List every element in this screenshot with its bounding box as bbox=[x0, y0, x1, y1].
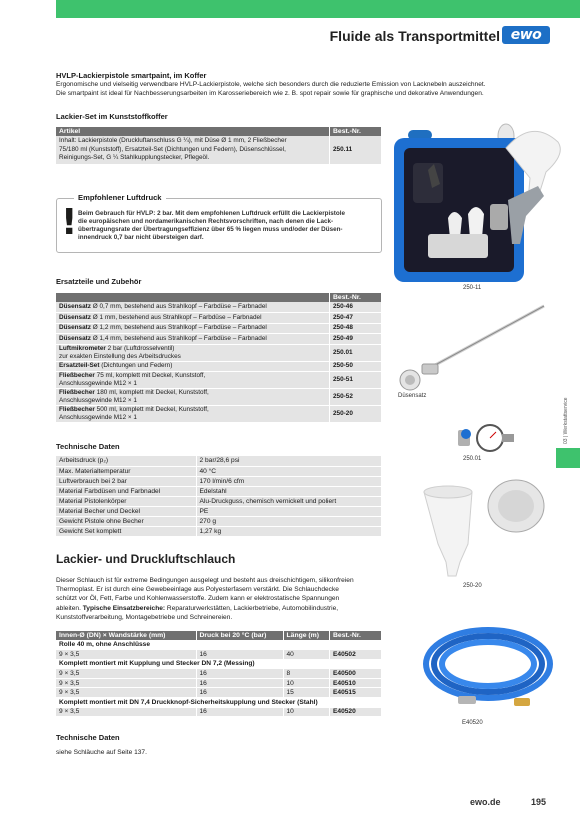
spare-name: Fließbecher bbox=[59, 389, 95, 396]
tech-value: 270 g bbox=[196, 516, 382, 526]
spare-desc: Ø 1 mm, bestehend aus Strahlkopf – Farbdüse – Farbnadel bbox=[92, 313, 262, 321]
tech-value: Alu-Druckguss, chemisch vernickelt und poliert bbox=[196, 496, 382, 506]
spare-name: Düsensatz bbox=[59, 303, 91, 310]
spare-table bbox=[56, 293, 382, 423]
exclamation-icon: ! bbox=[61, 202, 78, 243]
table-row bbox=[56, 323, 382, 334]
table-row bbox=[56, 313, 382, 324]
col-blank bbox=[56, 293, 330, 302]
spare-code: 250-49 bbox=[330, 334, 382, 345]
tech-heading: Technische Daten bbox=[56, 442, 120, 451]
hose-pressure: 16 bbox=[196, 678, 283, 688]
tech-value: 1,27 kg bbox=[196, 526, 382, 536]
set-contents bbox=[56, 136, 330, 164]
recommend-line: die europäischen und nordamerikanischen Rechtsvorschriften, nach denen die Lack- bbox=[78, 218, 334, 226]
set-code: 250.11 bbox=[330, 136, 382, 164]
table-row bbox=[56, 650, 382, 660]
hose-dim: 9 × 3,5 bbox=[56, 669, 196, 679]
nozzle-set-image bbox=[396, 300, 546, 395]
col-article: Artikel bbox=[56, 127, 330, 136]
hose-description bbox=[56, 576, 396, 622]
table-row bbox=[56, 372, 382, 389]
case-image bbox=[388, 108, 568, 282]
spare-code: 250.01 bbox=[330, 344, 382, 361]
spare-item bbox=[56, 323, 330, 334]
hose-length: 8 bbox=[283, 669, 329, 679]
micrometer-image bbox=[456, 418, 516, 458]
tech-label: Luftverbrauch bei 2 bar bbox=[56, 476, 196, 486]
table-row bbox=[56, 136, 382, 164]
set-heading: Lackier-Set im Kunststoffkoffer bbox=[56, 112, 168, 121]
caption-hose: E40520 bbox=[462, 720, 483, 726]
hose-length: 40 bbox=[283, 650, 329, 660]
col-order-number: Best.-Nr. bbox=[330, 127, 382, 136]
hose-desc-text: Reparaturwerkstätten, Lackierbetriebe, Automobilindustrie, bbox=[165, 604, 339, 612]
hose-image bbox=[418, 618, 558, 718]
table-group-row bbox=[56, 698, 382, 708]
spare-name: Ersatzteil-Set bbox=[59, 362, 100, 370]
hose-desc-line: Dieser Schlauch ist für extreme Bedingungen ausgelegt und besteht aus dreischichtigem, silikonfreien bbox=[56, 577, 354, 584]
table-row bbox=[56, 669, 382, 679]
product-intro bbox=[56, 80, 556, 98]
hose-group-label: Komplett montiert mit Kupplung und Stecker DN 7,2 (Messing) bbox=[56, 659, 382, 669]
spare-item bbox=[56, 302, 330, 313]
tech-label: Material Farbdüsen und Farbnadel bbox=[56, 486, 196, 496]
intro-line-1: Ergonomische und vielseitig verwendbare HVLP-Lackierpistole, welche sich besonders durch die reduzierte Emission von Lacknebeln auszeichnet. bbox=[56, 81, 486, 88]
spare-desc: (Dichtungen und Federn) bbox=[101, 362, 173, 370]
spare-code: 250-50 bbox=[330, 361, 382, 372]
spare-desc: Anschlussgewinde M12 × 1 bbox=[59, 380, 137, 387]
table-row bbox=[56, 516, 382, 526]
col-pressure: Druck bei 20 °C (bar) bbox=[196, 631, 283, 640]
hose-pressure: 16 bbox=[196, 650, 283, 660]
col-dimension: Innen-Ø (DN) × Wandstärke (mm) bbox=[56, 631, 196, 640]
tech2-text: siehe Schläuche auf Seite 137. bbox=[56, 749, 147, 756]
table-row bbox=[56, 476, 382, 486]
spare-code: 250-48 bbox=[330, 323, 382, 334]
caption-nozzle: Düsensatz bbox=[398, 393, 427, 399]
set-contents-line: 75/180 ml (Kunststoff), Ersatzteil-Set (Dichtungen und Federn), Düsenschlüssel, bbox=[59, 145, 286, 153]
set-table bbox=[56, 127, 382, 165]
spare-desc: 500 ml, komplett mit Deckel, Kunststoff, bbox=[96, 406, 209, 413]
spare-desc: zur exakten Einstellung des Arbeitsdruckes bbox=[59, 352, 181, 360]
set-table-header bbox=[56, 127, 382, 136]
spare-code: 250-20 bbox=[330, 406, 382, 423]
spare-item bbox=[56, 334, 330, 345]
set-contents-line: Inhalt: Lackierpistole (Druckluftanschluss G ¼), mit Düse Ø 1 mm, 2 Fließbecher bbox=[59, 137, 287, 144]
table-row bbox=[56, 707, 382, 717]
table-row bbox=[56, 678, 382, 688]
table-row bbox=[56, 361, 382, 372]
hose-code: E40520 bbox=[330, 707, 382, 717]
hose-table bbox=[56, 631, 382, 717]
hose-code: E40510 bbox=[330, 678, 382, 688]
tech-label: Gewicht Pistole ohne Becher bbox=[56, 516, 196, 526]
hose-group-label: Rolle 40 m, ohne Anschlüsse bbox=[56, 640, 382, 650]
recommend-line: übertragungsrate der Übertragungseffizienz über 65 % liegen muss und/oder der Düsen- bbox=[78, 226, 343, 234]
top-accent-bar bbox=[56, 0, 580, 18]
footer-url: ewo.de bbox=[470, 797, 501, 807]
spare-item bbox=[56, 361, 330, 372]
spare-item bbox=[56, 372, 330, 389]
spare-desc: 75 ml, komplett mit Deckel, Kunststoff, bbox=[96, 372, 206, 379]
table-row bbox=[56, 344, 382, 361]
spare-desc: Ø 1,2 mm, bestehend aus Strahlkopf – Farbdüse – Farbnadel bbox=[92, 324, 267, 332]
side-section-tab bbox=[556, 448, 580, 468]
spare-item bbox=[56, 406, 330, 423]
table-row bbox=[56, 526, 382, 536]
hose-pressure: 16 bbox=[196, 669, 283, 679]
hose-desc-line: Kunststoffverarbeitung, Montagebetriebe und Schreinereien. bbox=[56, 613, 233, 621]
tech2-heading: Technische Daten bbox=[56, 733, 120, 742]
page-title: Fluide als Transportmittel bbox=[329, 28, 500, 44]
spare-table-header bbox=[56, 293, 382, 302]
tech-value: 2 bar/28,6 psi bbox=[196, 456, 382, 466]
hose-desc-bold: Typische Einsatzbereiche: bbox=[82, 604, 166, 612]
spare-name: Düsensatz bbox=[59, 324, 91, 332]
spare-desc: 180 ml, komplett mit Deckel, Kunststoff, bbox=[96, 389, 209, 396]
col-order-number: Best.-Nr. bbox=[330, 293, 382, 302]
hose-dim: 9 × 3,5 bbox=[56, 678, 196, 688]
spare-item bbox=[56, 313, 330, 324]
spare-code: 250-51 bbox=[330, 372, 382, 389]
tech-value: 40 °C bbox=[196, 466, 382, 476]
tech-label: Material Becher und Deckel bbox=[56, 506, 196, 516]
spare-item bbox=[56, 389, 330, 406]
hose-length: 10 bbox=[283, 707, 329, 717]
spare-code: 250-46 bbox=[330, 302, 382, 313]
tech-value: 170 l/min/6 cfm bbox=[196, 476, 382, 486]
hose-length: 15 bbox=[283, 688, 329, 698]
cup-image bbox=[418, 468, 548, 580]
table-row bbox=[56, 466, 382, 476]
hose-desc-line: schützt vor Öl, Fett, Farbe und Kohlenwasserstoffe. Zudem kann er elektrostatische Spannungen bbox=[56, 595, 340, 603]
tech-label: Gewicht Set komplett bbox=[56, 526, 196, 536]
table-row bbox=[56, 688, 382, 698]
hose-dim: 9 × 3,5 bbox=[56, 707, 196, 717]
tech-value: PE bbox=[196, 506, 382, 516]
spare-desc: Anschlussgewinde M12 × 1 bbox=[59, 414, 137, 421]
spare-desc: 2 bar (Luftdrosselventil) bbox=[107, 344, 175, 352]
table-group-row bbox=[56, 640, 382, 650]
table-group-row bbox=[56, 659, 382, 669]
spare-name: Düsensatz bbox=[59, 313, 91, 321]
hose-code: E40515 bbox=[330, 688, 382, 698]
table-row bbox=[56, 389, 382, 406]
ewo-logo: ewo bbox=[502, 26, 550, 44]
intro-line-2: Die smartpaint ist ideal für Nachbesserungsarbeiten im Karosseriebereich wie z. B. spot repair sowie für graphische und dekorative Anwendungen. bbox=[56, 90, 484, 98]
tech-label: Max. Materialtemperatur bbox=[56, 466, 196, 476]
caption-cup: 250-20 bbox=[463, 583, 482, 589]
table-row bbox=[56, 456, 382, 466]
table-row bbox=[56, 496, 382, 506]
hose-dim: 9 × 3,5 bbox=[56, 688, 196, 698]
hose-desc-line: Thermoplast. Er ist durch eine Gewebeeinlage aus Polyesterfasern verstärkt. Die Schlauchdecke bbox=[56, 586, 339, 594]
recommend-title: Empfohlener Luftdruck bbox=[74, 193, 166, 202]
table-row bbox=[56, 406, 382, 423]
hose-heading: Lackier- und Druckluftschlauch bbox=[56, 552, 236, 566]
tech-value: Edelstahl bbox=[196, 486, 382, 496]
hose-pressure: 16 bbox=[196, 707, 283, 717]
spare-item bbox=[56, 344, 330, 361]
spare-code: 250-52 bbox=[330, 389, 382, 406]
spare-code: 250-47 bbox=[330, 313, 382, 324]
side-section-label: 03 | Werkstattservice bbox=[563, 397, 569, 444]
hose-desc-line bbox=[56, 604, 396, 613]
table-row bbox=[56, 486, 382, 496]
hose-pressure: 16 bbox=[196, 688, 283, 698]
product-heading: HVLP-Lackierpistole smartpaint, im Koffer bbox=[56, 71, 207, 80]
tech-table bbox=[56, 456, 382, 537]
spare-desc: Ø 0,7 mm, bestehend aus Strahlkopf – Farbdüse – Farbnadel bbox=[92, 303, 267, 310]
hose-desc-text: ableiten. bbox=[56, 604, 83, 612]
spare-name: Fließbecher bbox=[59, 406, 95, 413]
recommend-line: innendruck 0,7 bar nicht übersteigen darf. bbox=[78, 234, 204, 242]
table-row bbox=[56, 506, 382, 516]
caption-case: 250-11 bbox=[463, 285, 482, 291]
recommend-line: Beim Gebrauch für HVLP: 2 bar. Mit dem empfohlenen Luftdruck erfüllt die Lackierpistole bbox=[78, 210, 345, 217]
tech-label: Material Pistolenkörper bbox=[56, 496, 196, 506]
page-number: 195 bbox=[531, 797, 547, 807]
hose-group-label: Komplett montiert mit DN 7,4 Druckknopf-Sicherheitskupplung und Stecker (Stahl) bbox=[56, 698, 382, 708]
hose-dim: 9 × 3,5 bbox=[56, 650, 196, 660]
spare-name: Luftmikrometer bbox=[59, 344, 106, 352]
table-row bbox=[56, 302, 382, 313]
hose-code: E40502 bbox=[330, 650, 382, 660]
set-contents-line: Reinigungs-Set, G ¼ Stahlkupplungstecker, Pflegeöl. bbox=[59, 154, 210, 162]
hose-table-header bbox=[56, 631, 382, 640]
table-row bbox=[56, 334, 382, 345]
spare-heading: Ersatzteile und Zubehör bbox=[56, 277, 142, 286]
spare-name: Düsensatz bbox=[59, 334, 91, 342]
col-order-number: Best.-Nr. bbox=[330, 631, 382, 640]
spare-desc: Ø 1,4 mm, bestehend aus Strahlkopf – Farbdüse – Farbnadel bbox=[92, 334, 267, 342]
hose-length: 10 bbox=[283, 678, 329, 688]
caption-micrometer: 250.01 bbox=[463, 456, 482, 462]
spare-desc: Anschlussgewinde M12 × 1 bbox=[59, 397, 137, 404]
hose-code: E40500 bbox=[330, 669, 382, 679]
spare-name: Fließbecher bbox=[59, 372, 95, 379]
tech-label: Arbeitsdruck (p₂) bbox=[56, 456, 196, 466]
col-length: Länge (m) bbox=[283, 631, 329, 640]
recommend-text bbox=[78, 210, 378, 242]
